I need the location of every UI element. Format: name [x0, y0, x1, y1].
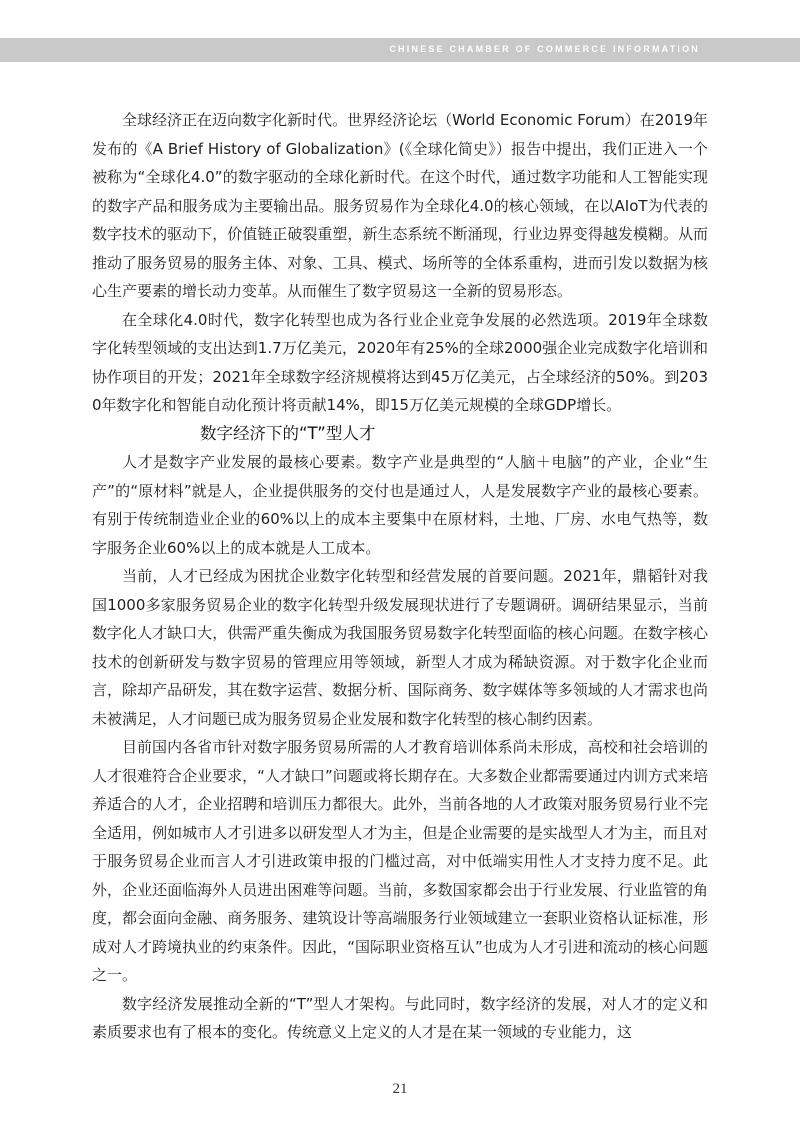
paragraph-3: 人才是数字产业发展的最核心要素。数字产业是典型的“人脑＋电脑”的产业，企业“生产”的“原材料”就是人，企业提供服务的交付也是通过人，人是发展数字产业的最核心要素。有别于传统制造业企业的60%以上的成本主要集中在原材料，土地、厂房、水电气热等，数字服务企业60%以上的成本就是人工成本。: [92, 453, 708, 557]
paragraph-4: 当前，人才已经成为困扰企业数字化转型和经营发展的首要问题。2021年，鼎韬针对我国1000多家服务贸易企业的数字化转型升级发展现状进行了专题调研。调研结果显示，当前数字化人才缺口大，供需严重失衡成为我国服务贸易数字化转型面临的核心问题。在数字核心技术的创新研发与数字贸易的管理应用等领域，新型人才成为稀缺资源。对于数字化企业而言，除却产品研发，其在数字运营、数据分析、国际商务、数字媒体等多领域的人才需求也尚未被满足，人才问题已成为服务贸易企业发展和数字化转型的核心制约因素。: [92, 567, 708, 728]
article-body: [92, 106, 708, 1047]
paragraph-5: 目前国内各省市针对数字服务贸易所需的人才教育培训体系尚未形成，高校和社会培训的人才很难符合企业要求，“人才缺口”问题或将长期存在。大多数企业都需要通过内训方式来培养适合的人才，企业招聘和培训压力都很大。此外，当前各地的人才政策对服务贸易行业不完全适用，例如城市人才引进多以研发型人才为主，但是企业需要的是实战型人才为主，而且对于服务贸易企业而言人才引进政策申报的门槛过高，对中低端实用性人才支持力度不足。此外，企业还面临海外人员进出困难等问题。当前，多数国家都会出于行业发展、行业监管的角度，都会面向金融、商务服务、建筑设计等高端服务行业领域建立一套职业资格认证标准，形成对人才跨境执业的约束条件。因此，“国际职业资格互认”也成为人才引进和流动的核心问题之一。: [92, 738, 708, 984]
paragraph-1: 全球经济正在迈向数字化新时代。世界经济论坛（World Economic Forum）在2019年发布的《A Brief History of Globalization》(《全球化简史》）报告中提出，我们正进入一个被称为“全球化4.0”的数字驱动的全球化新时代。在这个时代，通过数字功能和人工智能实现的数字产品和服务成为主要输出品。服务贸易作为全球化4.0的核心领域，在以AIoT为代表的数字技术的驱动下，价值链正破裂重塑，新生态系统不断涌现，行业边界变得越发模糊。从而推动了服务贸易的服务主体、对象、工具、模式、场所等的全体系重构，进而引发以数据为核心生产要素的增长动力变革。从而催生了数字贸易这一全新的贸易形态。: [92, 111, 708, 300]
section-heading: 数字经济下的“T”型人才: [200, 423, 376, 443]
paragraph-2: 在全球化4.0时代，数字化转型也成为各行业企业竞争发展的必然选项。2019年全球数字化转型领域的支出达到1.7万亿美元，2020年有25%的全球2000强企业完成数字化培训和协作项目的开发；2021年全球数字经济规模将达到45万亿美元，占全球经济的50%。到2030年数字化和智能自动化预计将贡献14%，即15万亿美元规模的全球GDP增长。: [92, 310, 708, 414]
page-number: 21: [392, 1081, 408, 1097]
publication-title: CHINESE CHAMBER OF COMMERCE INFORMATION: [389, 44, 700, 54]
paragraph-6: 数字经济发展推动全新的“T”型人才架构。与此同时，数字经济的发展，对人才的定义和素质要求也有了根本的变化。传统意义上定义的人才是在某一领域的专业能力，这: [92, 994, 708, 1041]
